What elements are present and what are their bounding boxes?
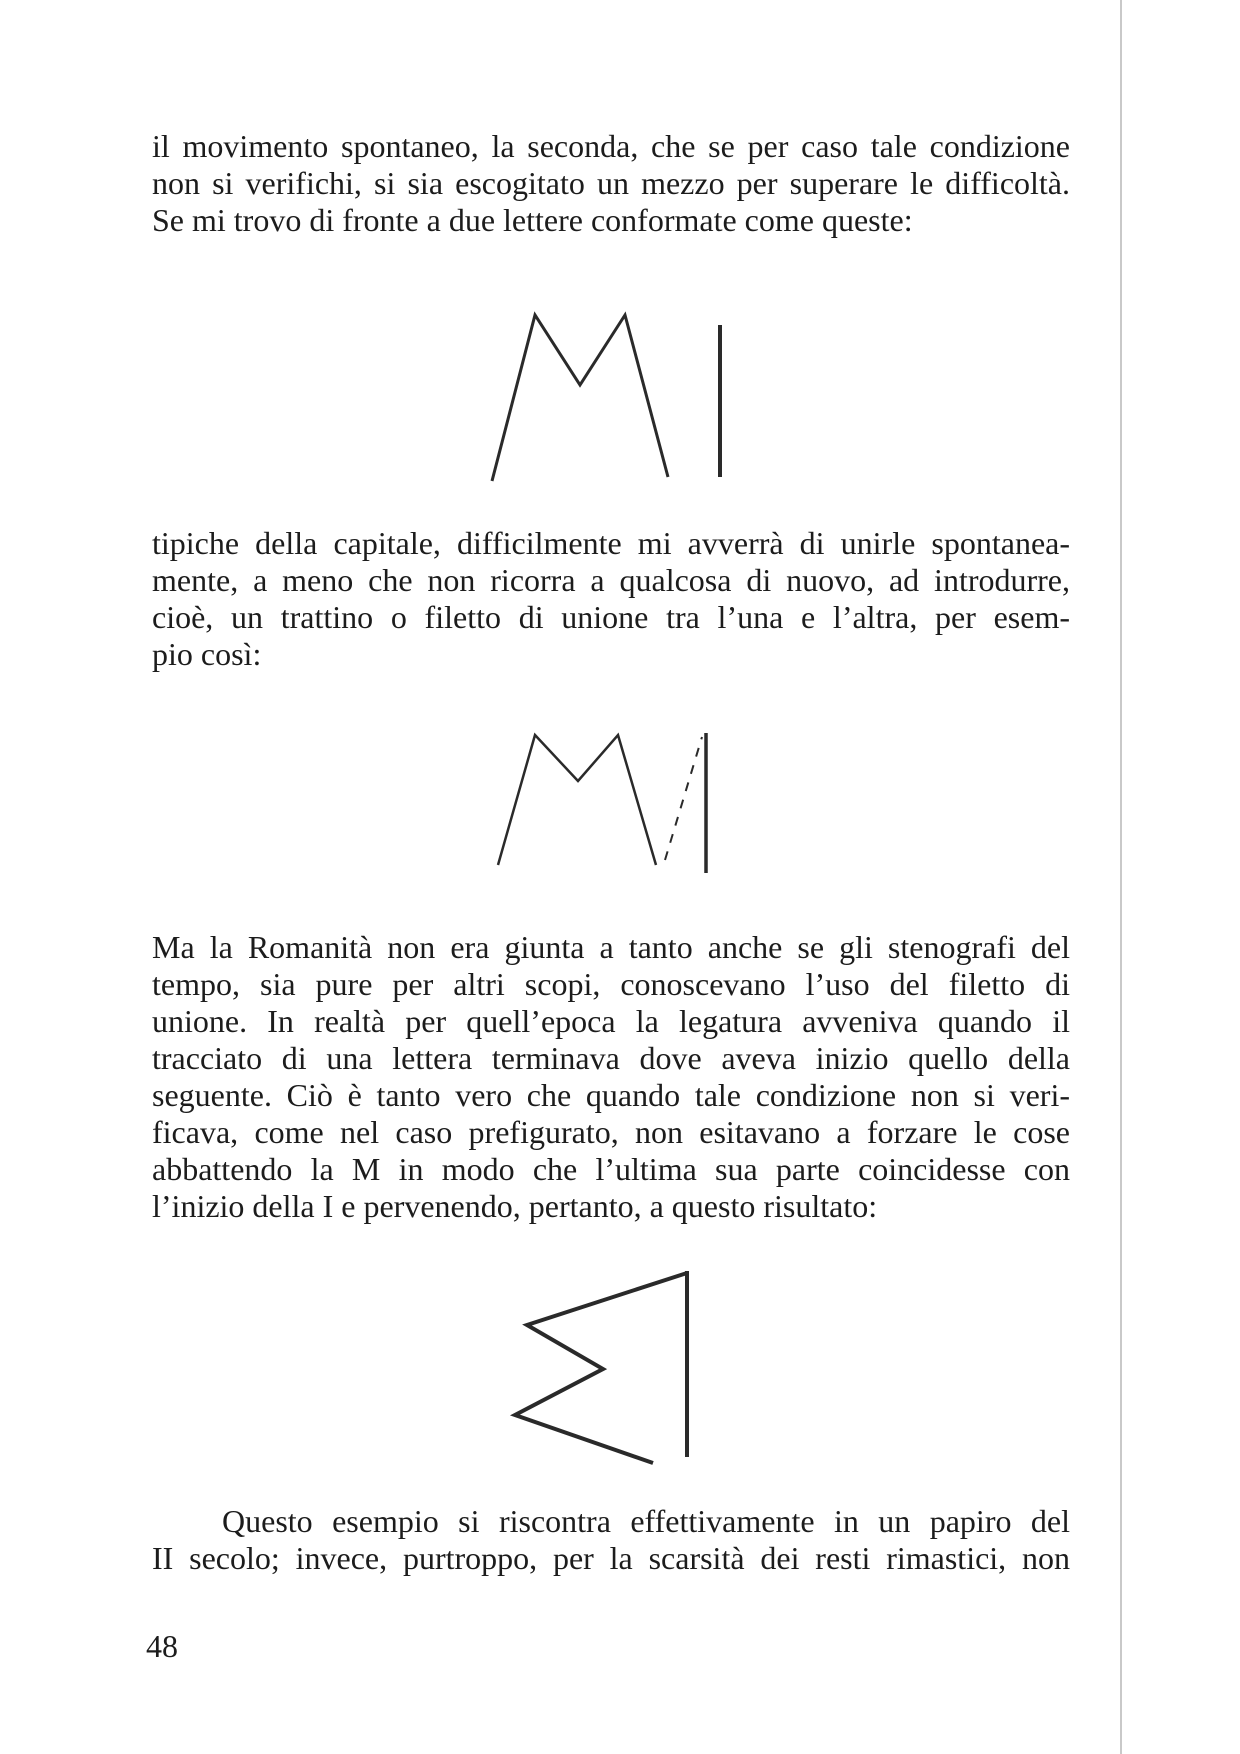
paragraph-line: Se mi trovo di fronte a due lettere conformate come queste: — [152, 202, 913, 238]
paragraph-line: tipiche della capitale, difficilmente mi avverrà di unirle spontanea- — [152, 525, 1070, 561]
page-edge-divider — [1120, 0, 1122, 1754]
paragraph-2 — [152, 525, 1070, 673]
paragraph-line: pio così: — [152, 636, 262, 672]
paragraph-line: il movimento spontaneo, la seconda, che se per caso tale condizione — [152, 128, 1070, 164]
paragraph-line: mente, a meno che non ricorra a qualcosa di nuovo, ad introdurre, — [152, 562, 1070, 598]
paragraph-line: abbattendo la M in modo che l’ultima sua parte coincidesse con — [152, 1151, 1070, 1187]
letters-M-I-dashed-link-icon — [490, 725, 730, 875]
paragraph-line: unione. In realtà per quell’epoca la legatura avveniva quando il — [152, 1003, 1070, 1039]
page-number: 48 — [146, 1628, 178, 1664]
paragraph-line: Ma la Romanità non era giunta a tanto anche se gli stenografi del — [152, 929, 1070, 965]
paragraph-3 — [152, 929, 1070, 1225]
paragraph-line: II secolo; invece, purtroppo, per la scarsità dei resti rimastici, non — [152, 1540, 1070, 1576]
paragraph-line: ficava, come nel caso prefigurato, non esitavano a forzare le cose — [152, 1114, 1070, 1150]
paragraph-line: l’inizio della I e pervenendo, pertanto, a questo risultato: — [152, 1188, 878, 1224]
paragraph-line: cioè, un trattino o filetto di unione tra l’una e l’altra, per esem- — [152, 599, 1070, 635]
paragraph-4 — [152, 1503, 1070, 1577]
paragraph-line: seguente. Ciò è tanto vero che quando tale condizione non si veri- — [152, 1077, 1070, 1113]
paragraph-line: tracciato di una lettera terminava dove aveva inizio quello della — [152, 1040, 1070, 1076]
paragraph-1 — [152, 128, 1070, 239]
ligature-M-I-tilted-icon — [505, 1265, 715, 1465]
paragraph-line: Questo esempio si riscontra effettivamente in un papiro del — [222, 1503, 1070, 1539]
letters-M-I-separate-icon — [480, 305, 740, 485]
paragraph-line: non si verifichi, si sia escogitato un mezzo per superare le difficoltà. — [152, 165, 1070, 201]
paragraph-line: tempo, sia pure per altri scopi, conoscevano l’uso del filetto di — [152, 966, 1070, 1002]
